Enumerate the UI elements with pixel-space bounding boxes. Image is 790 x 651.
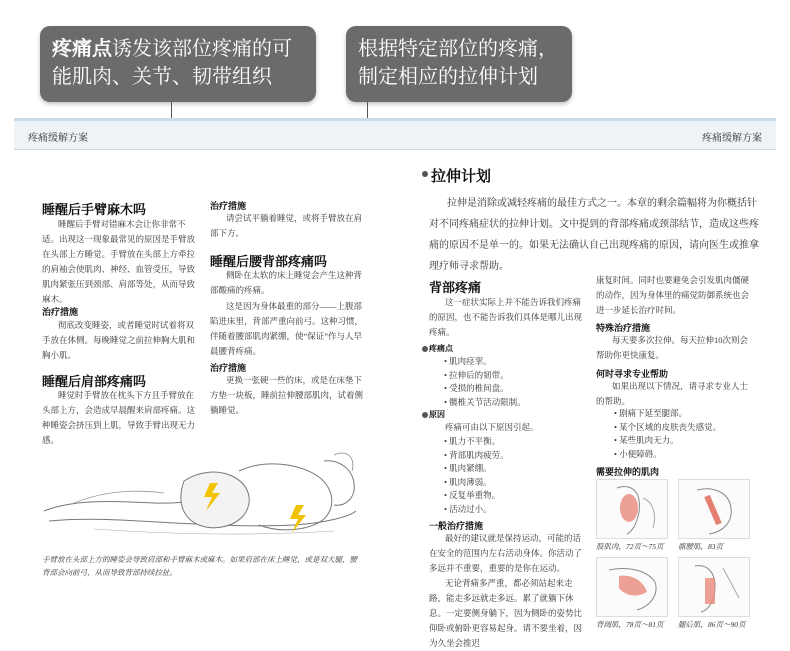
list-item: • 肌力不平衡。 (444, 435, 584, 449)
list-item: • 某些肌肉无力。 (614, 434, 759, 448)
paragraph-back-pain-section: 这一症状实际上并不能告诉我们疼痛的原因，也不能告诉我们具体是哪儿出现疼痛。 (429, 297, 583, 337)
list-when-seek-help (614, 407, 759, 461)
muscle-diagram-icon (679, 558, 749, 616)
list-item: • 肌肉痉挛。 (444, 355, 584, 369)
muscle-thumbnail (678, 479, 750, 539)
label-pain-points: 疼痛点 (429, 344, 453, 353)
paragraph-shoulder-pain: 睡觉时手臂放在枕头下方且手臂放在头部上方，会造成早晨醒来肩部疼痛。这种睡姿会挤压到上肌，导致手臂出现无力感。 (42, 390, 196, 445)
list-item: • 肌肉紧绷。 (444, 462, 584, 476)
heading-back-pain: 睡醒后腰背部疼痛吗 (210, 255, 328, 270)
paragraph-back-pain-1: 侧卧在太软的床上睡觉会产生这种背部酸痛的疼痛。 (210, 270, 363, 295)
callout-pain-points-line2: 能肌肉、关节、韧带组织 (52, 64, 272, 88)
muscle-diagram-icon (597, 558, 667, 616)
heading-shoulder-pain: 睡醒后肩部疼痛吗 (42, 375, 147, 390)
heading-treatment: 治疗措施 (42, 308, 79, 318)
heading-special-treatment: 特殊治疗措施 (596, 324, 651, 334)
paragraph-treatment-3: 更换一张硬一些的床，或是在床垫下方垫一块板，睡前拉伸腰部肌肉，试着侧躺睡觉。 (210, 375, 364, 415)
heading-treatment-3: 治疗措施 (210, 364, 247, 374)
paragraph-arm-numb: 睡醒后手臂对错麻木会让你非常不适。出现这一现象最常见的原因是手臂放在头部上方睡觉。手臂放在头部上方牵拉的肩袖会使肌肉、神经、血管受压，导致肌肉紧张压到颈部、肩部等处，从而导致麻木。 (42, 219, 196, 304)
muscle-thumbnail (678, 557, 750, 617)
callout-stretch-plan-line1: 根据特定部位的疼痛， (358, 36, 558, 60)
callout-stretch-plan (346, 26, 572, 102)
illustration-caption: 手臂放在头部上方的睡姿会导致肩部和手臂麻木或麻木。如果肩部在床上睡觉，或是双大腿，腰背部会向前弓，从而导致背部持续拉扯。 (42, 555, 357, 577)
list-item: • 拉伸后的韧带。 (444, 369, 584, 383)
list-item: • 活动过小。 (444, 503, 584, 517)
sleeping-figure-illustration (34, 441, 364, 551)
thumbnail-caption: 背阔肌，78页～81页 (596, 620, 664, 629)
book-page (14, 118, 776, 648)
muscle-thumbnail (596, 557, 668, 617)
paragraph-general-2: 无论背痛多严重，都必须站起来走路，能走多远就走多远。累了就躺下休息。一定要侧身躺下，因为侧卧的姿势比仰卧或俯卧更容易起身。请不要坐着，因为久坐会推迟 (429, 578, 583, 648)
heading-when-seek-help: 何时寻求专业帮助 (596, 370, 669, 380)
callout-pain-points-bold: 疼痛点 (52, 36, 112, 60)
paragraph-causes-intro: 疼痛可由以下原因引起。 (445, 422, 539, 432)
list-causes (444, 435, 584, 516)
muscle-diagram-icon (597, 480, 667, 538)
list-item: • 小便障碍。 (614, 448, 759, 462)
muscle-thumbnail (596, 479, 668, 539)
callout-stretch-plan-line2: 制定相应的拉伸计划 (358, 64, 538, 88)
label-causes: 原因 (429, 410, 445, 419)
heading-arm-numb: 睡醒后手臂麻木吗 (42, 203, 147, 218)
paragraph-back-pain-2: 这是因为身体最重的部分——上腹部陷进床里，背部严重向前弓。这种习惯，伴随着腰部肌肉紧绷，使“保证”作与人早晨腰背疼痛。 (210, 301, 364, 356)
running-head-left: 疼痛缓解方案 (28, 133, 88, 144)
running-header (14, 121, 776, 150)
list-item: • 肌肉薄弱。 (444, 476, 584, 490)
heading-back-pain-section: 背部疼痛 (429, 281, 482, 296)
list-item: • 背部肌肉疲劳。 (444, 449, 584, 463)
callout-pain-points (40, 26, 316, 102)
paragraph-general-1: 最好的建议就是保持运动，可能的话在安全的范围内左右活动身体。你活动了多远并不重要，重要的是你在运动。 (429, 533, 583, 573)
callout-pain-points-text: 诱发该部位疼痛的可 (112, 36, 292, 60)
paragraph-continued: 康复时间。同时也要避免会引发肌肉僵硬的动作，因为身体里的痛觉防御系统也会进一步延长治疗时间。 (596, 275, 750, 315)
paragraph-treatment-2: 请尝试平躺着睡觉，或将手臂放在肩部下方。 (210, 213, 363, 238)
paragraph-special-treatment: 每天要多次拉伸。每天拉伸10次则会帮助你更快康复。 (596, 335, 749, 360)
muscle-diagram-icon (679, 480, 749, 538)
list-item: • 髋椎关节活动限制。 (444, 396, 584, 410)
leader-dot (422, 171, 428, 177)
list-item: • 剧痛下延至腿部。 (614, 407, 759, 421)
intro-paragraph: 拉伸是消除或减轻疼痛的最佳方式之一。本章的剩余篇幅将为你概括针对不同疼痛症状的拉伸计划。文中提到的背部疼痛或颈部结节，造成这些疼痛的原因不是单一的。如果无法确认自己出现疼痛的原因，请向医生或推拿理疗师寻求帮助。 (429, 198, 759, 272)
heading-general-treatment: 一般治疗措施 (429, 522, 484, 532)
paragraph-when-seek-help: 如果出现以下情况，请寻求专业人士的帮助。 (596, 381, 749, 406)
running-head-right: 疼痛缓解方案 (702, 133, 762, 144)
list-item: • 受损的椎间盘。 (444, 382, 584, 396)
list-pain-points (444, 355, 584, 409)
heading-treatment-2: 治疗措施 (210, 202, 247, 212)
leader-dot (422, 346, 428, 352)
list-item: • 反复举重物。 (444, 489, 584, 503)
section-title-stretch-plan: 拉伸计划 (431, 167, 492, 185)
paragraph-treatment: 彻底改变睡姿，或者睡觉时试着将双手放在体侧。每晚睡觉之前拉伸胸大肌和胸小肌。 (42, 320, 196, 360)
heading-muscles-to-stretch: 需要拉伸的肌肉 (596, 468, 660, 478)
thumbnail-caption: 股肌肉，72页～75页 (596, 542, 664, 551)
thumbnail-caption: 髂腰肌，83页 (678, 542, 723, 551)
leader-dot (422, 412, 428, 418)
thumbnail-caption: 腿后肌，86页～90页 (678, 620, 746, 629)
list-item: • 某个区域的皮肤丧失感觉。 (614, 421, 759, 435)
